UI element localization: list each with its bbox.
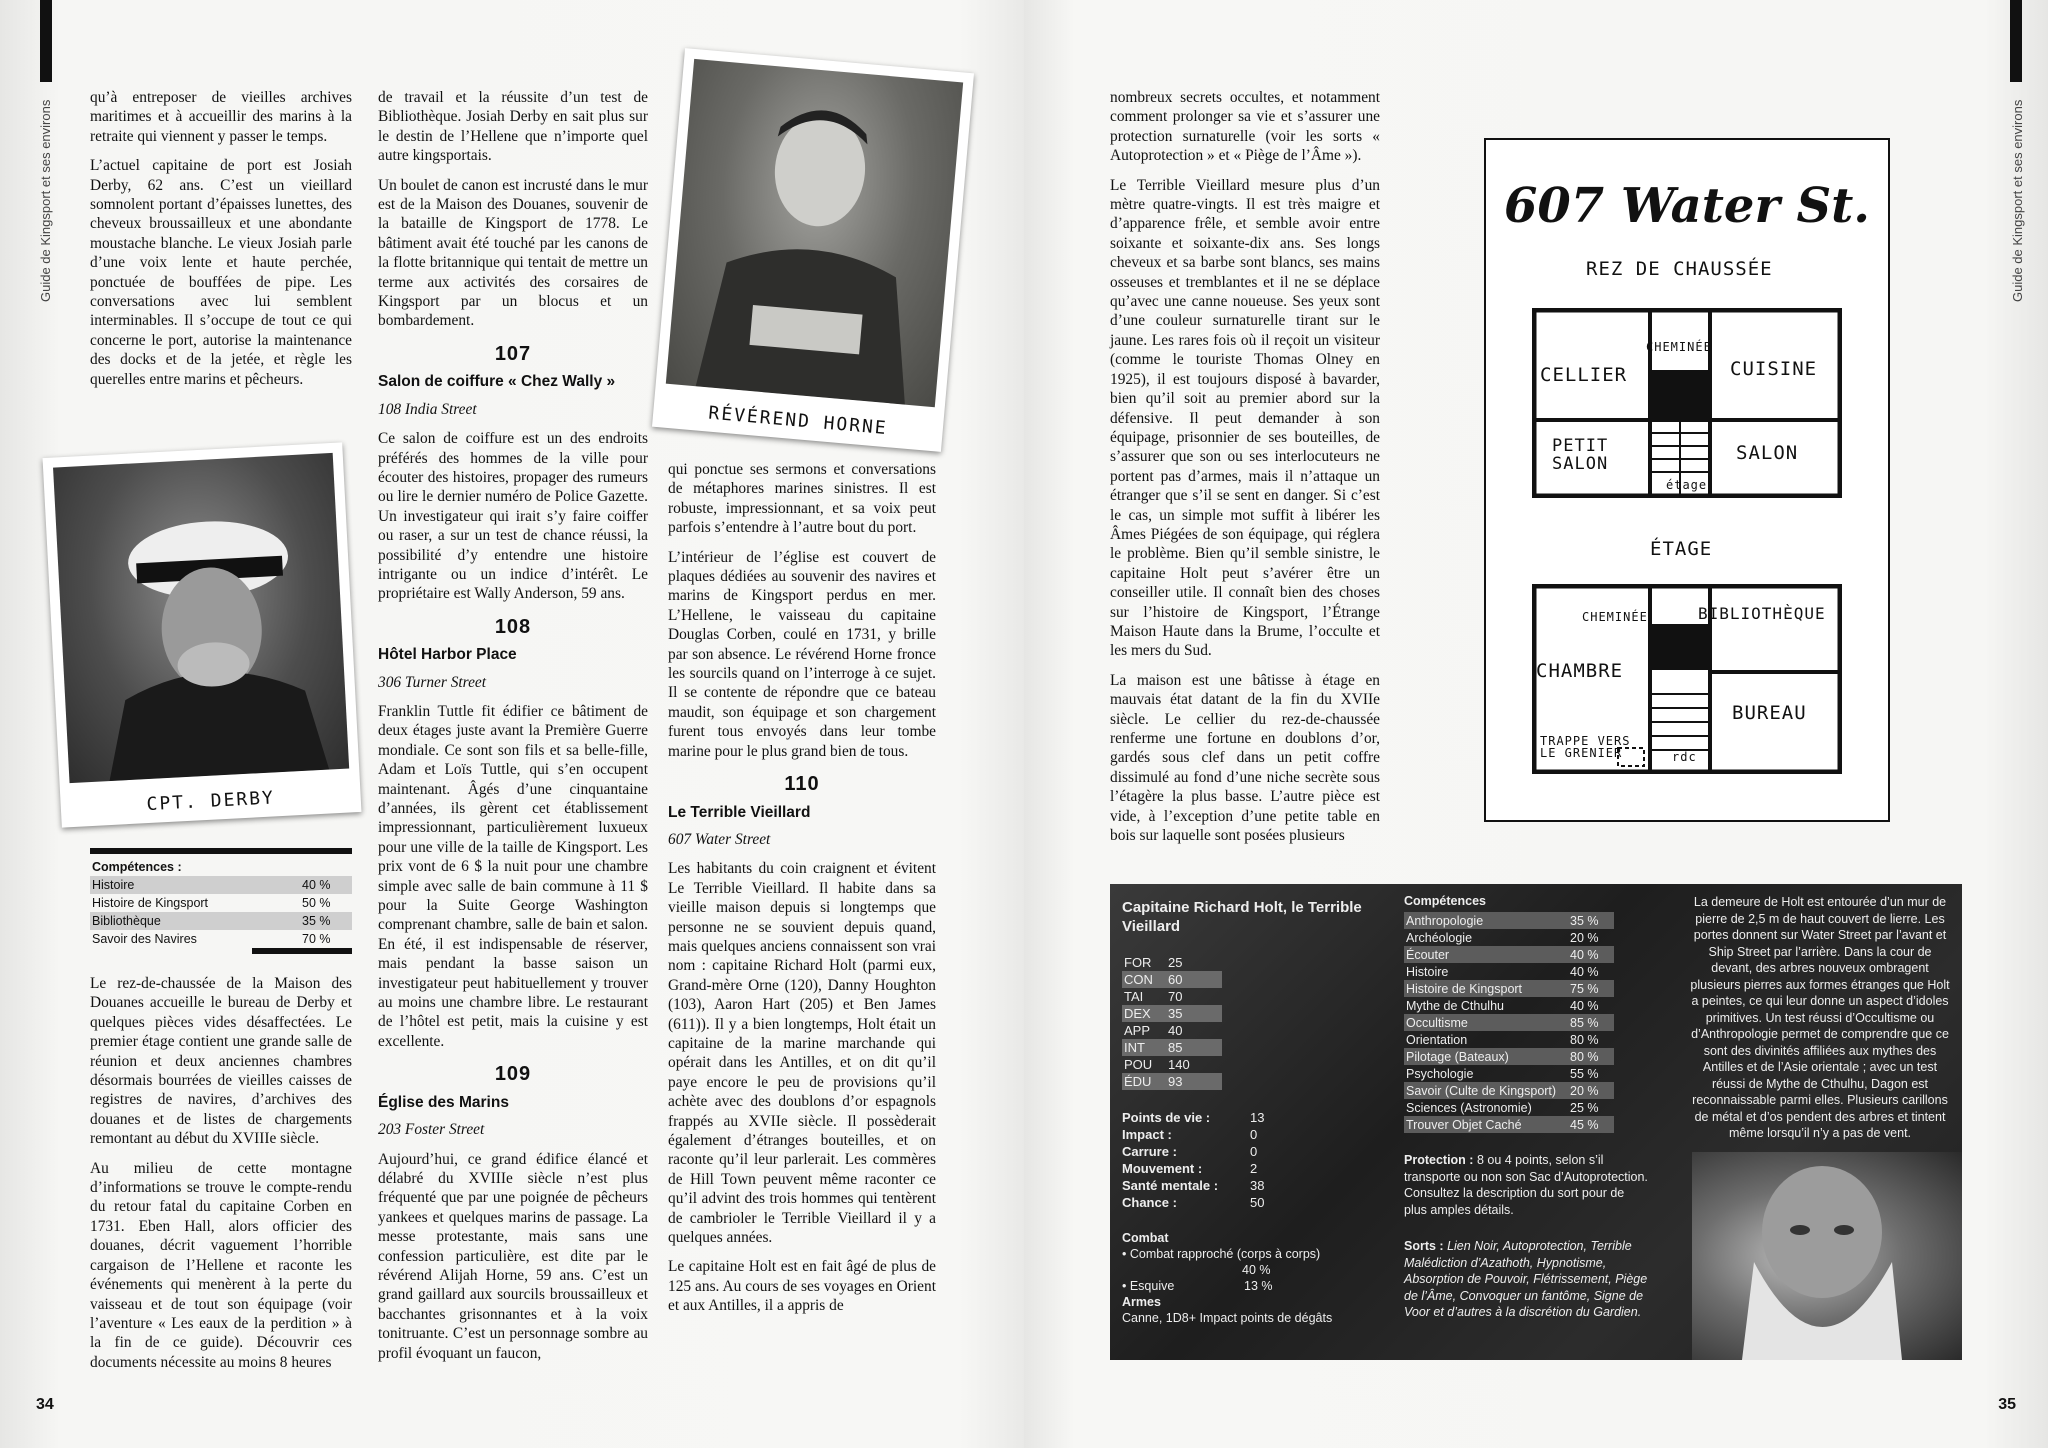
holt-skills [1404,894,1614,1133]
house-floor-plan [1484,138,1890,822]
skill-name: Écouter [1406,947,1450,962]
combat-value: 40 % [1242,1263,1271,1277]
skill-value: 40 % [302,878,331,892]
char-key: DEX [1124,1006,1151,1021]
combat-section [1122,1230,1392,1326]
table-row [1122,1195,1264,1212]
stat-value: 38 [1250,1178,1265,1193]
location-number: 108 [494,615,532,638]
table-row [1122,1178,1264,1195]
table-row [1122,954,1222,971]
derived-stats [1122,1110,1264,1212]
stat-value: 2 [1250,1161,1258,1176]
weapons-line: Canne, 1D8+ Impact points de dégâts [1122,1311,1333,1325]
room-label: BUREAU [1732,702,1807,724]
skills-heading: Compétences : [92,860,182,874]
table-row [1404,963,1614,980]
paragraph: Un boulet de canon est incrusté dans le mur est de la Maison des Douanes, souvenir de la bataille de Kingsport de 1778. Le bâtiment avait été touché par les canons de la flotte britannique qui tentait de mettre un terme aux activités des corsaires de Kingsport par un blocus et un bombardement. [378,176,648,330]
table-row [1122,1022,1222,1039]
spells-section [1404,1238,1650,1321]
skills-rows [90,876,352,948]
char-value: 25 [1168,955,1183,970]
skill-value: 40 % [1570,964,1599,979]
paragraph: L’actuel capitaine de port est Josiah Derby, 62 ans. C’est un vieillard somnolent portant d’épaisses lunettes, des cheveux broussailleux et une abondante moustache blanche. Le vieux Josiah parle d’une voix lente et haute perchée, ponctuée de bouffées de pipe. Les conversations avec lui semblent interminables. Il s’occupe de tout ce qui concerne le port, autorise la maintenance des docks et de la jetée, et règle les querelles entre marins et pêcheurs. [90,157,352,388]
room-label: PETIT [1552,436,1609,456]
characteristics [1122,954,1222,1090]
header-bar [40,0,52,82]
column-4 [1110,88,1380,855]
char-value: 35 [1168,1006,1183,1021]
paragraph: Le Terrible Vieillard mesure plus d’un mètre quatre-vingts. Il est très maigre et d’apparence frêle, et semble avoir entre soixante et soixante-dix ans. Ses longs cheveux et sa barbe sont blancs, ses mains osseuses et tremblantes et il ne se déplace qu’avec une canne noueuse. Ses yeux sont d’une couleur surnaturelle tirant sur le jaune. Les rares fois où il reçoit un visiteur (comme le touriste Thomas Olney en 1925), il est toujours disposé à bavarder, bien qu’il soit au premier abord sur la défensive. Il peut demander à son équipage, prisonnier de ses bouteilles, de s’assurer que son ou ses interlocuteurs ne portent pas d’armes, mais il n’attaque un étranger que s’il se sent en danger. Si c’est le cas, un simple mot suffit à libérer les Âmes Piégées de son équipage, qui réglera le problème. Bien qu’il semble sinistre, le capitaine Holt peut s’avérer être un conseiller utile. Il connaît bien des choses sur l’histoire de Kingsport, l’Étrange Maison Haute dans la Brume, l’occulte et les mers du Sud. [1110,176,1380,660]
stat-value: 0 [1250,1144,1258,1159]
paragraph: Aujourd’hui, ce grand édifice élancé et délabré du XVIIIe siècle n’est plus fréquenté que par une poignée de pêcheurs yankees et quelques marins de passage. La messe protestante, mais sans une confession particulière, est dite par le révérend Alijah Horne, 59 ans. C’est un grand gaillard aux sourcils broussailleux et bacchantes grisonnantes et à la voix tonitruante. C’est un personnage sombre au profil évoquant un faucon, [378,1150,648,1362]
protection-label: Protection : [1404,1153,1474,1167]
skill-value: 20 % [1570,1083,1599,1098]
skill-name: Anthropologie [1406,913,1484,928]
sidebar-title: Guide de Kingsport et ses environs [38,99,53,302]
skill-value: 40 % [1570,947,1599,962]
protection-section [1404,1152,1650,1218]
header-bar [2010,0,2022,82]
table-row [1404,1031,1614,1048]
location-number: 107 [494,342,532,365]
skill-value: 50 % [302,896,331,910]
room-label: CHEMINÉE [1646,340,1712,354]
map-title: 607 Water St. [1504,178,1870,234]
paragraph: Le rez-de-chaussée de la Maison des Douanes accueille le bureau de Derby et quelques pièces vides désaffectées. Le premier étage contient une grande salle de réunion et deux anciennes chambres désormais bourrées de vieilles caisses de registres de navires, d’archives des douanes et de listes de chargements remontant au début du XVIIIe siècle. [90,975,352,1148]
skill-name: Savoir (Culte de Kingsport) [1406,1083,1557,1098]
table-row [1122,1110,1264,1127]
skill-name: Histoire [92,878,135,892]
skills-rows [1404,912,1614,1133]
paragraph: Au milieu de cette montagne d’informations se trouve le compte-rendu du retour fatal du capitaine Corben en 1731. Eben Hall, alors officier des douanes, décrit vaguement l’horrible cargaison de l’Hellene et raconte les événements qui menèrent à la perte du vaisseau et de tout son équipage (voir l’aventure « Les eaux de la perdition » à la fin de ce guide). Découvrir ces documents nécessite au moins 8 heures [90,1159,352,1371]
table-row [1404,1082,1614,1099]
paragraph: Les habitants du coin craignent et évitent Le Terrible Vieillard. Il habite dans sa vieille maison depuis si longtemps que personne ne se souvient depuis quand, mais quelques anciens connaissent son vrai nom : capitaine Richard Holt (parmi eux, Grand-mère Orne (120), Danny Houghton (103), Aaron Hart (205) et Ben James (611)). Il y a bien longtemps, Holt était un capitaine de la marine marchande qui opérait dans les Antilles, et on dit qu’il paye encore le peu de provisions qu’il achète avec des doublons d’or espagnols frappés au XVIIe siècle. Il possèderait également d’étranges bouteilles, et on raconte qu’il leur parlerait. Les commères de Hill Town peuvent même raconter ce qu’il advint des trois hommes qui tentèrent de cambrioler le Terrible Vieillard il y a quelques années. [668,860,936,1247]
stat-key: Mouvement : [1122,1161,1203,1176]
skill-name: Histoire de Kingsport [1406,981,1523,996]
combat-line: • Esquive [1122,1279,1175,1293]
spells-label: Sorts : [1404,1239,1444,1253]
table-row [1122,1127,1264,1144]
portrait-image [666,59,963,407]
char-key: CON [1124,972,1153,987]
room-label: CHAMBRE [1536,660,1624,682]
stat-key: Carrure : [1122,1144,1177,1159]
table-row [90,894,352,912]
skill-name: Orientation [1406,1032,1468,1047]
stat-key: Santé mentale : [1122,1178,1219,1193]
paragraph: nombreux secrets occultes, et notamment comment prolonger sa vie et s’assurer une protection surnaturelle (voir les sorts « Autoprotection » et « Piège de l’Âme »). [1110,89,1380,165]
skills-heading: Compétences [1404,894,1486,908]
skill-value: 80 % [1570,1032,1599,1047]
skill-value: 20 % [1570,930,1599,945]
photo-horne [652,48,974,452]
char-key: ÉDU [1124,1074,1152,1089]
combat-value: 13 % [1244,1279,1273,1293]
room-label: TRAPPE VERS [1540,734,1631,748]
skill-name: Pilotage (Bateaux) [1406,1049,1509,1064]
table-row [1404,946,1614,963]
skill-name: Savoir des Navires [92,932,197,946]
column-1 [90,88,352,399]
table-row [1404,1065,1614,1082]
combat-line: • Combat rapproché (corps à corps) [1122,1247,1321,1261]
location-title: Église des Marins [378,1093,509,1111]
paragraph: Ce salon de coiffure est un des endroits préférés des hommes de la ville pour écouter des histoires, propager des rumeurs ou lire le dernier numéro de Police Gazette. Un investigateur qui irait s’y faire coiffer ou raser, a sur un test de chance réussi, la possibilité d’y entendre une histoire intrigante ou un indice d’intérêt. Le propriétaire est Wally Anderson, 59 ans. [378,430,648,603]
char-value: 93 [1168,1074,1183,1089]
table-row [1122,1039,1222,1056]
stat-key: Impact : [1122,1127,1172,1142]
stat-value: 13 [1250,1110,1265,1125]
skill-value: 45 % [1570,1117,1599,1132]
portrait-image [53,453,349,783]
table-row [1122,1073,1222,1090]
weapons-heading: Armes [1122,1295,1161,1309]
skill-value: 85 % [1570,1015,1599,1030]
stat-value: 0 [1250,1127,1258,1142]
char-value: 140 [1168,1057,1190,1072]
skill-name: Histoire [1406,964,1449,979]
table-row [1122,971,1222,988]
paragraph: Le capitaine Holt est en fait âgé de plus de 125 ans. Au cours de ses voyages en Orient et aux Antilles, il a appris de [668,1258,936,1315]
char-value: 70 [1168,989,1183,1004]
protection-text: 8 ou 4 points, selon s’il transporte ou non son Sac d’Autoprotection. Consultez la description du sort pour de plus amples détails. [1404,1153,1648,1217]
column-2 [378,88,648,1373]
table-row [1404,929,1614,946]
location-number: 110 [784,773,820,796]
skill-value: 55 % [1570,1066,1599,1081]
skill-value: 25 % [1570,1100,1599,1115]
skill-name: Occultisme [1406,1015,1468,1030]
paragraph: Franklin Tuttle fit édifier ce bâtiment de deux étages juste avant la Première Guerre mondiale. Ce sont son fils et sa belle-fille, Adam et Loïs Tuttle, qui s’en occupent maintenant. Âgés d’une cinquantaine d’années, ils gèrent cet établissement impressionnant, particulièrement luxueux pour une ville de la taille de Kingsport. Les prix vont de 6 $ la nuit pour une chambre simple avec salle de bain commune à 11 $ pour la Suite George Washington comprenant chambre, salle de bain et salon. En été, il est indispensable de réserver, mais pendant la basse saison un investigateur peut habituellement y trouver au moins une chambre libre. Le restaurant de l’hôtel est petit, mais la cuisine y est excellente. [378,702,648,1050]
room-label: SALON [1736,442,1799,464]
char-key: POU [1124,1057,1153,1072]
page-number: 34 [36,1396,54,1413]
skill-value: 75 % [1570,981,1599,996]
skill-name: Archéologie [1406,930,1473,945]
npc-name: Capitaine Richard Holt, le Terrible Vieillard [1122,899,1362,935]
table-row [1404,1014,1614,1031]
room-label: LE GRENIER [1540,746,1623,760]
table-row [1404,980,1614,997]
char-value: 85 [1168,1040,1183,1055]
stat-key: Chance : [1122,1195,1177,1210]
photo-caption: RÉVÉREND HORNE [707,402,889,440]
paragraph: qui ponctue ses sermons et conversations de métaphores marines sinistres. Il est robuste, impressionnant, et sa voix peut parfois s’entendre à l’autre bout du port. [668,461,936,537]
combat-heading: Combat [1122,1231,1169,1245]
old-man-portrait [1692,1152,1962,1360]
table-row [1122,1005,1222,1022]
photo-derby [43,442,362,827]
table-row [1122,1144,1264,1161]
paragraph: qu’à entreposer de vieilles archives maritimes et à accueillir des marins à la retraite qui viennent y passer le temps. [90,89,352,145]
table-row [90,912,352,930]
table-row [1404,1048,1614,1065]
location-title: Le Terrible Vieillard [668,803,811,821]
skill-name: Psychologie [1406,1066,1474,1081]
skill-value: 35 % [302,914,331,928]
skill-value: 35 % [1570,913,1599,928]
skill-value: 40 % [1570,998,1599,1013]
room-label: CUISINE [1730,358,1818,380]
table-row [1122,988,1222,1005]
table-row [1122,1161,1264,1178]
char-key: FOR [1124,955,1152,970]
map-label-ground-floor: REZ DE CHAUSSÉE [1586,258,1773,280]
skill-name: Trouver Objet Caché [1406,1117,1522,1132]
room-label: CELLIER [1540,364,1628,386]
char-value: 60 [1168,972,1183,987]
table-row [1404,997,1614,1014]
location-address: 203 Foster Street [378,1121,485,1139]
paragraph: La maison est une bâtisse à étage en mauvais état datant de la fin du XVIIe siècle. Le cellier du rez-de-chaussée renferme une fortune en doublons d’or, gardés sous clef dans un petit coffre dissimulé au fond d’une niche secrète sous l’étagère la plus basse. L’autre pièce est vide, à l’exception d’une petite table en bois sur laquelle sont posées plusieurs [1110,671,1380,845]
table-row [1122,1056,1222,1073]
room-label: BIBLIOTHÈQUE [1698,604,1826,623]
char-key: APP [1124,1023,1151,1038]
table-row [90,876,352,894]
skill-value: 70 % [302,932,331,946]
column-3 [668,460,936,1326]
room-label: CHEMINÉE [1582,610,1648,624]
room-label: rdc [1672,750,1697,764]
room-label: SALON [1552,454,1609,474]
house-description: La demeure de Holt est entourée d’un mur de pierre de 2,5 m de haut couvert de lierre. Les portes donnent sur Water Street par l’avant et Ship Street par l’arrière. Dans la cour de devant, des arbres nouveux ombragent plusieurs pierres aux formes étranges que Holt a peintes, ce qui leur donne un aspect d’idoles primitives. Un test réussi d’Occultisme ou d’Anthropologie permet de comprendre que ce sont des divinités affiliées aux mythes des Antilles et de l’Asie orientale ; avec un test réussi de Mythe de Cthulhu, Dagon est reconnaissable parmi elles. Plusieurs carillons de métal et d’os pendent des arbres et tintent même lorsqu’il n’y a pas de vent. [1690,895,1950,1140]
location-number: 109 [494,1063,532,1086]
paragraph: L’intérieur de l’église est couvert de plaques dédiées au souvenir des navires et marins de Kingsport perdus en mer. L’Hellene, le vaisseau du capitaine Douglas Corben, coulé en 1731, y brille par son absence. Le révérend Horne fronce les sourcils quand on l’interroge à ce sujet. Il se contente de répondre que ce bateau maudit, son équipage et son chargement furent tous envoyés dans leur tombe marine pour le plus grand bien de tous. [668,548,936,760]
page-number: 35 [1998,1396,2016,1413]
char-key: INT [1124,1040,1145,1055]
map-label-upper-floor: ÉTAGE [1650,538,1713,560]
spells-text: Lien Noir, Autoprotection, Terrible Malédiction d’Azathoth, Hypnotisme, Absorption de Pouvoir, Flétrissement, Piège de l’Âme, Convoquer un fantôme, Signe de Voor et d’autres à la discrétion du Gardien. [1404,1239,1648,1319]
table-row [90,930,352,948]
stat-key: Points de vie : [1122,1110,1211,1125]
table-row [1404,912,1614,929]
skill-name: Sciences (Astronomie) [1406,1100,1532,1115]
skill-name: Mythe de Cthulhu [1406,998,1504,1013]
location-address: 108 India Street [378,400,477,418]
photo-caption: CPT. DERBY [146,787,276,816]
column-1-lower [90,974,352,1382]
divider [252,948,352,954]
location-title: Salon de coiffure « Chez Wally » [378,373,616,391]
location-title: Hôtel Harbor Place [378,646,517,664]
stat-value: 50 [1250,1195,1265,1210]
derby-skills-table [90,848,352,954]
char-key: TAI [1124,989,1144,1004]
table-row [1404,1116,1614,1133]
room-label: étage [1666,478,1708,492]
paragraph: de travail et la réussite d’un test de Bibliothèque. Josiah Derby en sait plus sur le destin de l’Hellene que n’importe quel autre kingsportais. [378,89,648,165]
sidebar-title: Guide de Kingsport et ses environs [2010,99,2025,302]
skill-name: Histoire de Kingsport [92,896,209,910]
char-value: 40 [1168,1023,1183,1038]
skill-value: 80 % [1570,1049,1599,1064]
location-address: 607 Water Street [668,830,771,848]
location-address: 306 Turner Street [378,673,487,691]
skill-name: Bibliothèque [92,914,161,928]
table-row [1404,1099,1614,1116]
